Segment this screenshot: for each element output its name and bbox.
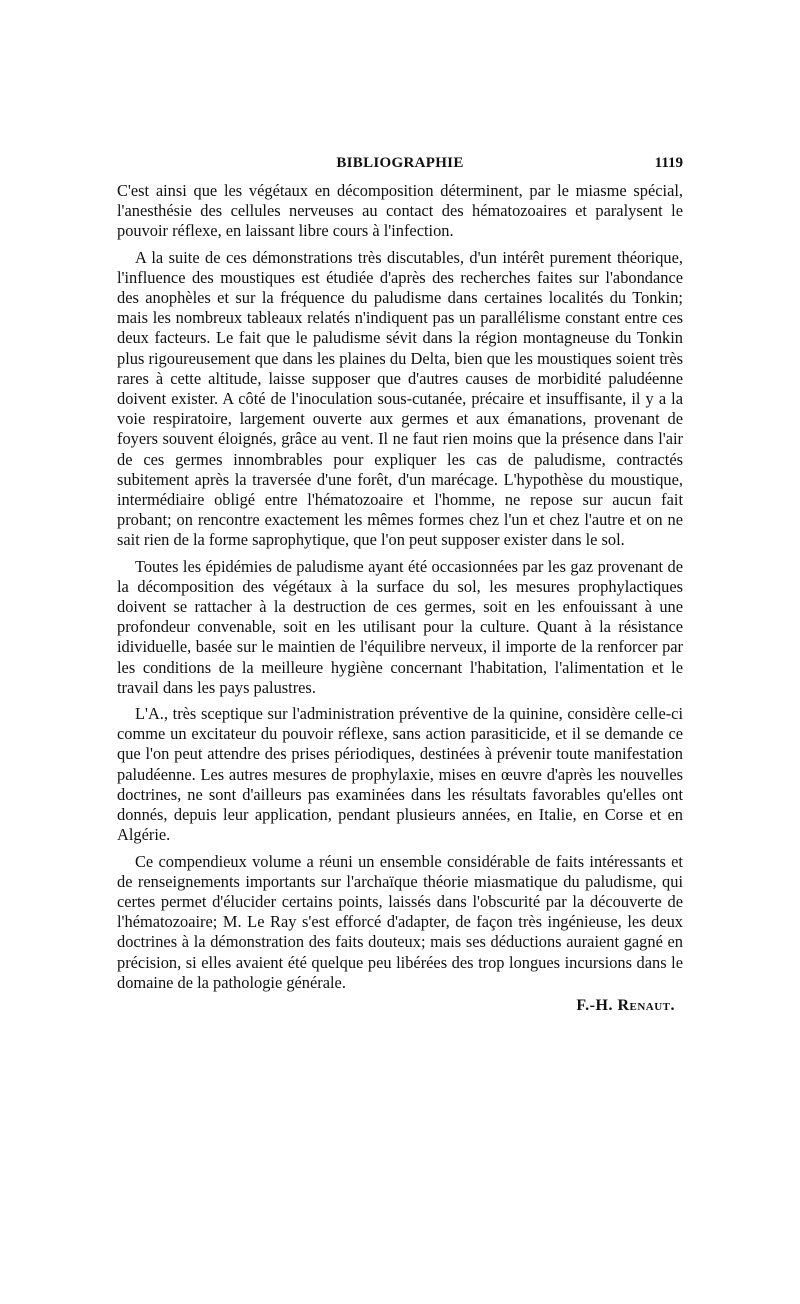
running-title: BIBLIOGRAPHIE xyxy=(336,155,464,171)
body-text xyxy=(117,181,683,993)
paragraph-2: A la suite de ces démonstrations très discutables, d'un intérêt purement théorique, l'influence des moustiques est étudiée d'après des recherches faites sur l'abondance des anophèles et sur la fréquence du paludisme dans certaines localités du Tonkin; mais les nombreux tableaux relatés n'indiquent pas un parallélisme constant entre ces deux facteurs. Le fait que le paludisme sévit dans la région montagneuse du Tonkin plus rigoureusement que dans les plaines du Delta, bien que les moustiques soient très rares à cette altitude, laisse supposer que d'autres causes de morbidité paludéenne doivent exister. A côté de l'inoculation sous-cutanée, précaire et insuffisante, il y a la voie respiratoire, largement ouverte aux germes et aux émanations, provenant de foyers souvent éloignés, grâce au vent. Il ne faut rien moins que la présence dans l'air de ces germes innombrables pour expliquer les cas de paludisme, contractés subitement après la traversée d'une forêt, d'un marécage. L'hypothèse du moustique, intermédiaire obligé entre l'hématozoaire et l'homme, ne repose sur aucun fait probant; on rencontre exactement les mêmes formes chez l'un et chez l'autre et on ne sait rien de la forme saprophytique, que l'on peut supposer exister dans le sol. xyxy=(117,247,683,550)
paragraph-3: Toutes les épidémies de paludisme ayant été occasionnées par les gaz provenant de la décomposition des végétaux à la surface du sol, les mesures prophylactiques doivent se rattacher à la destruction de ces germes, soit en les enfouissant à une profondeur convenable, soit en les utilisant pour la culture. Quant à la résistance idividuelle, basée sur le maintien de l'équilibre nerveux, il importe de la renforcer par les conditions de la meilleure hygiène concernant l'habitation, l'alimentation et le travail dans les pays palustres. xyxy=(117,556,683,697)
page-number: 1119 xyxy=(654,155,683,171)
author-signature: F.-H. Renaut. xyxy=(576,996,675,1014)
paragraph-1: C'est ainsi que les végétaux en décomposition déterminent, par le miasme spécial, l'anesthésie des cellules nerveuses au contact des hématozoaires et paralysent le pouvoir réflexe, en laissant libre cours à l'infection. xyxy=(117,181,683,241)
running-head xyxy=(117,155,683,181)
paragraph-4: L'A., très sceptique sur l'administration préventive de la quinine, considère celle-ci comme un excitateur du pouvoir réflexe, sans action parasiticide, et il se demande ce que l'on peut attendre des prises périodiques, destinées à prévenir toute manifestation paludéenne. Les autres mesures de prophylaxie, mises en œuvre d'après les nouvelles doctrines, ne sont d'ailleurs pas examinées dans les résultats favorables qu'elles ont donnés, depuis leur application, pendant plusieurs années, en Italie, en Corse et en Algérie. xyxy=(117,704,683,845)
document-page xyxy=(117,155,683,1015)
paragraph-5: Ce compendieux volume a réuni un ensemble considérable de faits intéressants et de renseignements importants sur l'archaïque théorie miasmatique du paludisme, qui certes permet d'élucider certains points, laissés dans l'obscurité par la découverte de l'hématozoaire; M. Le Ray s'est efforcé d'adapter, de façon très ingénieuse, les deux doctrines à la démonstration des faits douteux; mais ses déductions auraient gagné en précision, si elles avaient été quelque peu libérées des trop longues incursions dans le domaine de la pathologie générale. xyxy=(117,851,683,992)
